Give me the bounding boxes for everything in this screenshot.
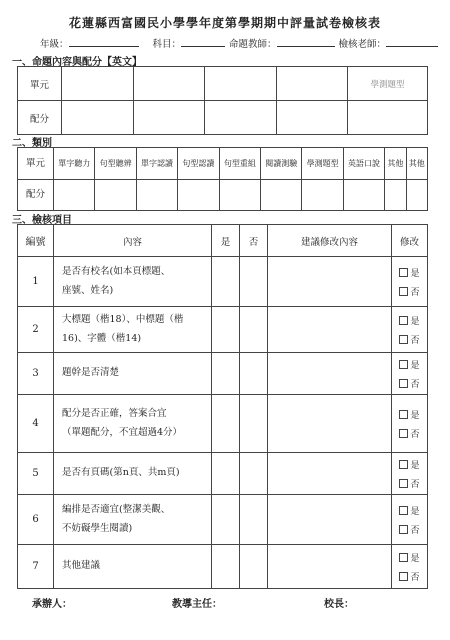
unit-cell[interactable] xyxy=(62,67,134,101)
no-cell[interactable] xyxy=(240,307,268,353)
category-header: 句型認讀 xyxy=(178,148,219,180)
category-score-cell[interactable] xyxy=(343,180,384,211)
checkbox-label: 是 xyxy=(410,316,420,327)
checkbox[interactable] xyxy=(399,553,408,562)
suggestion-cell[interactable] xyxy=(268,307,392,353)
revise-options xyxy=(392,551,427,583)
revise-options xyxy=(392,358,427,390)
revise-options xyxy=(392,266,427,298)
revise-yes-option[interactable] xyxy=(399,551,419,564)
revise-cell xyxy=(392,495,428,545)
category-header: 閱讀測驗 xyxy=(261,148,302,180)
checker-label: 檢核老師： xyxy=(338,39,387,50)
yes-cell[interactable] xyxy=(212,453,240,495)
revise-yes-option[interactable] xyxy=(399,358,419,371)
score-cell[interactable] xyxy=(133,101,205,135)
revise-no-option[interactable] xyxy=(399,477,419,490)
director-label: 教導主任： xyxy=(172,599,222,610)
grade-label: 年級： xyxy=(40,39,69,50)
table-row xyxy=(18,453,428,495)
score-cell[interactable] xyxy=(62,101,134,135)
grade-blank[interactable] xyxy=(69,37,139,47)
item-content xyxy=(54,307,212,353)
item-content-line1: 大標題（楷18）、中標題（楷 xyxy=(62,314,184,326)
checkbox-label: 是 xyxy=(410,506,420,517)
checkbox-label: 否 xyxy=(410,572,420,583)
category-score-cell[interactable] xyxy=(385,180,406,211)
category-header: 句型重組 xyxy=(219,148,260,180)
category-score-cell[interactable] xyxy=(261,180,302,211)
category-header: 英語口說 xyxy=(343,148,384,180)
table-row xyxy=(18,307,428,353)
revise-yes-option[interactable] xyxy=(399,458,419,471)
revise-no-option[interactable] xyxy=(399,427,419,440)
document-title: 花蓮縣西富國民小學學年度第學期期中評量試卷檢核表 xyxy=(68,16,381,30)
category-header: 單字認讀 xyxy=(136,148,177,180)
item-content-line2: 16)、字體（楷14) xyxy=(62,332,142,344)
checkbox-label: 否 xyxy=(410,429,420,440)
item-content xyxy=(54,453,212,495)
table-row xyxy=(18,257,428,307)
category-header: 句型聽辨 xyxy=(95,148,136,180)
revise-no-option[interactable] xyxy=(399,333,419,346)
section1-heading: 一、命題內容與配分【英文】 xyxy=(12,57,142,68)
yes-cell[interactable] xyxy=(212,353,240,395)
table-row xyxy=(18,545,428,589)
col-suggest-header: 建議修改內容 xyxy=(268,225,392,257)
item-content xyxy=(54,353,212,395)
checkbox-label: 否 xyxy=(410,379,420,390)
item-content-line2: （單題配分，不宜超過4分） xyxy=(62,426,183,438)
subject-blank[interactable] xyxy=(181,37,225,47)
unit-cell[interactable] xyxy=(205,67,277,101)
category-score-cell[interactable] xyxy=(406,180,427,211)
meta-line xyxy=(40,36,438,50)
checkbox[interactable] xyxy=(399,506,408,515)
revise-options xyxy=(392,504,427,536)
revise-no-option[interactable] xyxy=(399,377,419,390)
category-score-cell[interactable] xyxy=(302,180,343,211)
revise-cell xyxy=(392,257,428,307)
revise-no-option[interactable] xyxy=(399,523,419,536)
checkbox[interactable] xyxy=(399,316,408,325)
yes-cell[interactable] xyxy=(212,307,240,353)
revise-cell xyxy=(392,545,428,589)
table-row xyxy=(18,395,428,453)
yes-cell[interactable] xyxy=(212,395,240,453)
content-score-table xyxy=(17,66,428,135)
category-score-cell[interactable] xyxy=(95,180,136,211)
category-score-label: 配分 xyxy=(18,180,54,211)
item-number: 7 xyxy=(18,545,54,589)
suggestion-cell[interactable] xyxy=(268,395,392,453)
checkbox[interactable] xyxy=(399,335,408,344)
table-row xyxy=(18,495,428,545)
item-number: 2 xyxy=(18,307,54,353)
unit-cell[interactable] xyxy=(276,67,348,101)
item-content-line2: 不妨礙學生閱讀) xyxy=(62,522,133,534)
checkbox[interactable] xyxy=(399,410,408,419)
category-score-cell[interactable] xyxy=(219,180,260,211)
revise-yes-option[interactable] xyxy=(399,314,419,327)
checkbox-label: 否 xyxy=(410,335,420,346)
suggestion-cell[interactable] xyxy=(268,453,392,495)
checkbox[interactable] xyxy=(399,525,408,534)
revise-options xyxy=(392,408,427,440)
category-table xyxy=(17,147,428,211)
yes-cell[interactable] xyxy=(212,545,240,589)
checkbox[interactable] xyxy=(399,379,408,388)
item-content-line1: 編排是否適宜(整潔美觀、 xyxy=(62,504,171,516)
item-content xyxy=(54,545,212,589)
revise-cell xyxy=(392,395,428,453)
revise-yes-option[interactable] xyxy=(399,266,419,279)
item-content-line1: 題幹是否清楚 xyxy=(62,367,120,379)
checkbox-label: 否 xyxy=(410,287,420,298)
checkbox[interactable] xyxy=(399,572,408,581)
suggestion-cell[interactable] xyxy=(268,257,392,307)
category-score-cell[interactable] xyxy=(178,180,219,211)
category-header: 其他 xyxy=(406,148,427,180)
revise-yes-option[interactable] xyxy=(399,408,419,421)
no-cell[interactable] xyxy=(240,545,268,589)
checkbox-label: 是 xyxy=(410,268,420,279)
checkbox[interactable] xyxy=(399,479,408,488)
table-row xyxy=(18,353,428,395)
subject-label: 科目： xyxy=(152,39,182,50)
score-cell[interactable] xyxy=(348,101,428,135)
revise-cell xyxy=(392,307,428,353)
item-number: 4 xyxy=(18,395,54,453)
unit-cell[interactable] xyxy=(133,67,205,101)
checkbox-label: 是 xyxy=(410,460,420,471)
unit-label: 單元 xyxy=(18,67,62,101)
col-number-header: 編號 xyxy=(18,225,54,257)
suggestion-cell[interactable] xyxy=(268,495,392,545)
teacher-blank[interactable] xyxy=(277,37,335,47)
item-number: 6 xyxy=(18,495,54,545)
checkbox-label: 否 xyxy=(410,525,420,536)
score-cell[interactable] xyxy=(205,101,277,135)
category-unit-label: 單元 xyxy=(18,148,54,180)
item-content-line2: 座號、姓名) xyxy=(62,284,114,296)
principal-label: 校長： xyxy=(324,599,354,610)
col-no-header: 否 xyxy=(240,225,268,257)
no-cell[interactable] xyxy=(240,495,268,545)
checkbox-label: 是 xyxy=(410,410,420,421)
category-score-cell[interactable] xyxy=(136,180,177,211)
no-cell[interactable] xyxy=(240,395,268,453)
item-content xyxy=(54,395,212,453)
checkbox[interactable] xyxy=(399,429,408,438)
no-cell[interactable] xyxy=(240,453,268,495)
no-cell[interactable] xyxy=(240,257,268,307)
score-cell[interactable] xyxy=(276,101,348,135)
revise-options xyxy=(392,458,427,490)
revise-yes-option[interactable] xyxy=(399,504,419,517)
suggestion-cell[interactable] xyxy=(268,545,392,589)
teacher-label: 命題教師： xyxy=(229,39,277,50)
checkbox[interactable] xyxy=(399,460,408,469)
col-revise-header: 修改 xyxy=(392,225,428,257)
checker-blank[interactable] xyxy=(386,37,438,47)
organizer-label: 承辦人： xyxy=(32,599,72,610)
item-number: 1 xyxy=(18,257,54,307)
yes-cell[interactable] xyxy=(212,257,240,307)
category-header: 其他 xyxy=(385,148,406,180)
revise-no-option[interactable] xyxy=(399,285,419,298)
item-content-line1: 配分是否正確，答案合宜 xyxy=(62,408,167,420)
item-content-line1: 是否有頁碼(第n頁、共m頁) xyxy=(62,467,180,479)
revise-cell xyxy=(392,453,428,495)
checkbox-label: 是 xyxy=(410,360,420,371)
category-header: 單字聽力 xyxy=(54,148,95,180)
item-content-line1: 是否有校名(如本頁標題、 xyxy=(62,266,171,278)
yes-cell[interactable] xyxy=(212,495,240,545)
score-label: 配分 xyxy=(18,101,62,135)
item-content xyxy=(54,495,212,545)
checkbox-label: 否 xyxy=(410,479,420,490)
checklist-table xyxy=(17,224,428,589)
section2-heading: 二、類別 xyxy=(12,138,52,149)
item-number: 3 xyxy=(18,353,54,395)
category-header: 學測題型 xyxy=(302,148,343,180)
col-yes-header: 是 xyxy=(212,225,240,257)
checkbox-label: 是 xyxy=(410,553,420,564)
item-number: 5 xyxy=(18,453,54,495)
col-content-header: 內容 xyxy=(54,225,212,257)
no-cell[interactable] xyxy=(240,353,268,395)
checkbox[interactable] xyxy=(399,268,408,277)
section3-heading: 三、檢核項目 xyxy=(12,215,72,226)
unit-hint-cell: 學測題型 xyxy=(348,67,428,101)
suggestion-cell[interactable] xyxy=(268,353,392,395)
revise-cell xyxy=(392,353,428,395)
category-score-cell[interactable] xyxy=(54,180,95,211)
revise-no-option[interactable] xyxy=(399,570,419,583)
item-content xyxy=(54,257,212,307)
checkbox[interactable] xyxy=(399,360,408,369)
revise-options xyxy=(392,314,427,346)
checkbox[interactable] xyxy=(399,287,408,296)
item-content-line1: 其他建議 xyxy=(62,560,101,572)
